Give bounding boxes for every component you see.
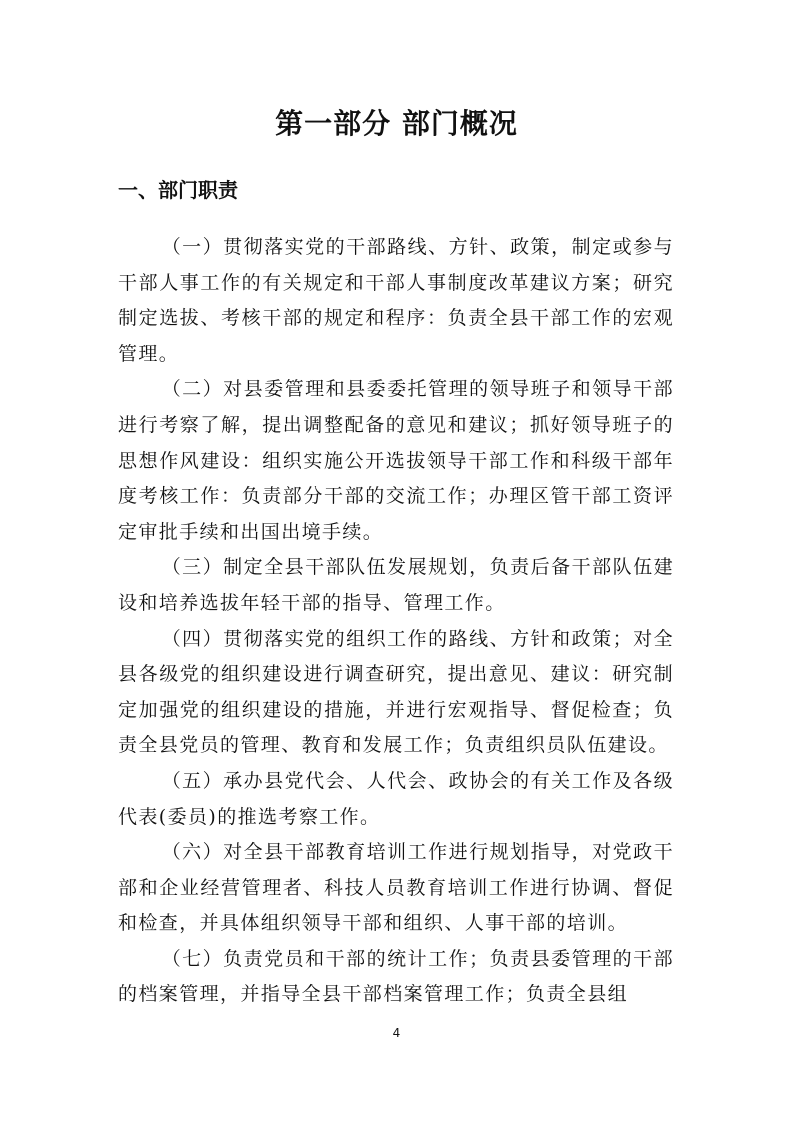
paragraph-6: （六）对全县干部教育培训工作进行规划指导，对党政干部和企业经营管理者、科技人员教育培训工作进行协调、督促和检查，并具体组织领导干部和组织、人事干部的培训。 — [118, 841, 674, 935]
paragraph-1: （一）贯彻落实党的干部路线、方针、政策，制定或参与干部人事工作的有关规定和干部人事制度改革建议方案；研究制定选拔、考核干部的规定和程序：负责全县干部工作的宏观管理。 — [118, 236, 674, 365]
page-number: 4 — [392, 1026, 401, 1040]
paragraph-7: （七）负责党员和干部的统计工作；负责县委管理的干部的档案管理，并指导全县干部档案管理工作；负责全县组 — [118, 947, 674, 1006]
paragraph-3: （三）制定全县干部队伍发展规划，负责后备干部队伍建设和培养选拔年轻干部的指导、管理工作。 — [118, 556, 674, 614]
body-text — [118, 230, 674, 1013]
page-title: 第一部分 部门概况 — [275, 107, 518, 140]
paragraph-5: （五）承办县党代会、人代会、政协会的有关工作及各级代表(委员)的推选考察工作。 — [118, 769, 674, 828]
section-heading: 一、部门职责 — [118, 178, 238, 202]
paragraph-2: （二）对县委管理和县委委托管理的领导班子和领导干部进行考察了解，提出调整配备的意见和建议；抓好领导班子的思想作风建设：组织实施公开选拔领导干部工作和科级干部年度考核工作：负责部分干部的交流工作；办理区管干部工资评定审批手续和出国出境手续。 — [118, 378, 674, 543]
paragraph-4: （四）贯彻落实党的组织工作的路线、方针和政策；对全县各级党的组织建设进行调查研究，提出意见、建议：研究制定加强党的组织建设的措施，并进行宏观指导、督促检查；负责全县党员的管理、教育和发展工作；负责组织员队伍建设。 — [118, 627, 674, 757]
